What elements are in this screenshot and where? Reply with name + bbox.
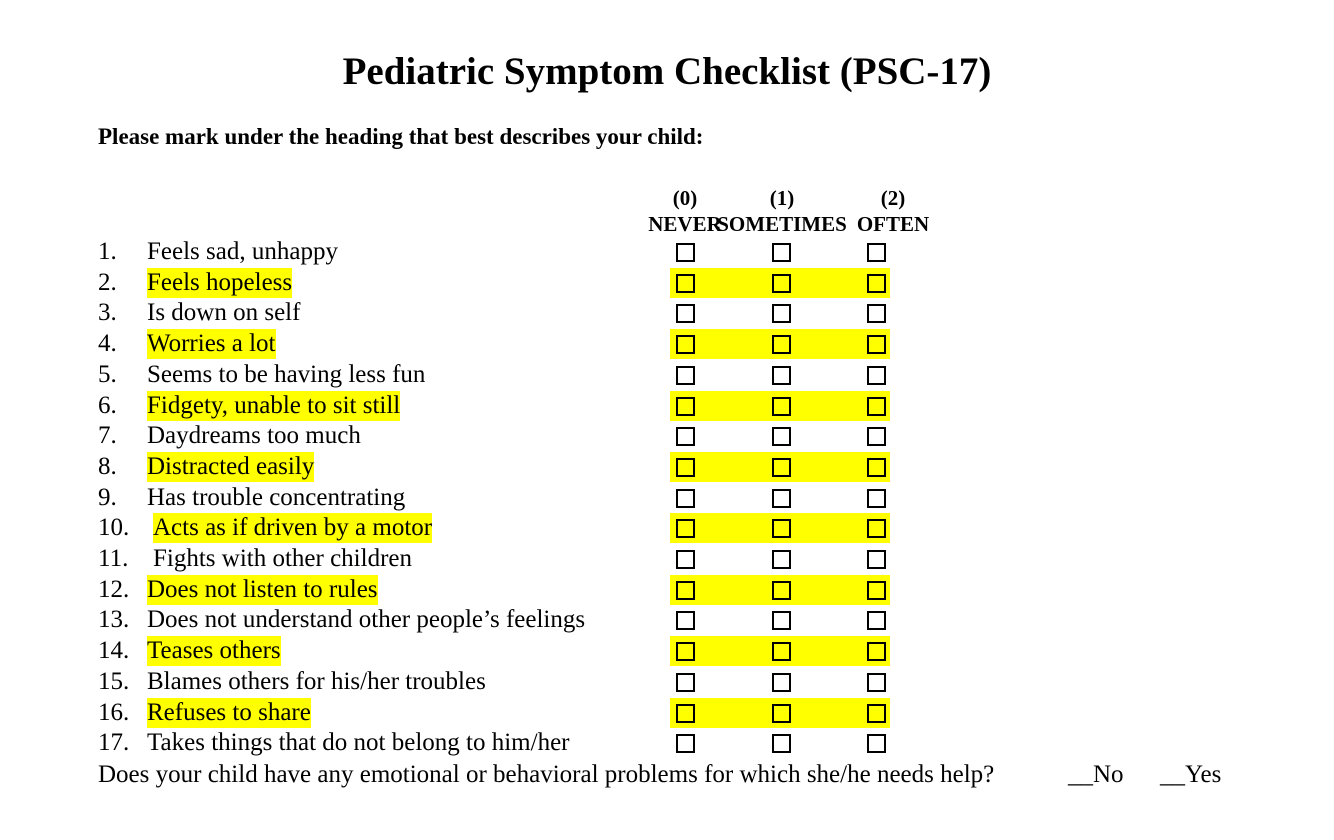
checkbox-never[interactable] [676,274,695,293]
table-row [0,698,1334,728]
help-question: Does your child have any emotional or behavioral problems for which she/he needs help? [98,761,995,788]
item-text: Teases others [147,637,281,665]
item-number: 4. [98,330,117,358]
checkbox-never[interactable] [676,550,695,569]
item-text: Blames others for his/her troubles [147,667,486,695]
column-label: NEVER [648,212,722,236]
checkbox-never[interactable] [676,427,695,446]
item-text: Refuses to share [147,698,311,726]
table-row [0,329,1334,359]
checkbox-sometimes[interactable] [772,458,791,477]
column-code: (2) [880,186,906,210]
column-label: OFTEN [856,212,930,236]
checkbox-sometimes[interactable] [772,642,791,661]
checkbox-never[interactable] [676,397,695,416]
column-header-often [846,185,940,237]
checkbox-sometimes[interactable] [772,519,791,538]
checkbox-sometimes[interactable] [772,335,791,354]
item-text: Fidgety, unable to sit still [147,391,401,419]
item-number: 9. [98,483,117,511]
item-number: 3. [98,299,117,327]
item-number: 16. [98,698,130,726]
answer-yes[interactable]: __Yes [1160,761,1222,788]
checkbox-often[interactable] [867,304,886,323]
table-row [0,391,1334,421]
checkbox-never[interactable] [676,734,695,753]
item-text: Acts as if driven by a motor [153,514,433,542]
item-number: 17. [98,729,130,757]
item-number: 13. [98,606,130,634]
checkbox-never[interactable] [676,581,695,600]
column-label: SOMETIMES [717,212,847,236]
form-title: Pediatric Symptom Checklist (PSC-17) [342,50,992,93]
column-header-sometimes [706,185,858,237]
checkbox-sometimes[interactable] [772,427,791,446]
checkbox-never[interactable] [676,519,695,538]
checkbox-sometimes[interactable] [772,397,791,416]
checkbox-often[interactable] [867,274,886,293]
checkbox-often[interactable] [867,519,886,538]
item-text: Distracted easily [147,452,315,480]
checkbox-sometimes[interactable] [772,673,791,692]
checkbox-often[interactable] [867,673,886,692]
table-row [0,360,1334,390]
item-number: 5. [98,360,117,388]
table-row [0,483,1334,513]
checkbox-often[interactable] [867,427,886,446]
item-number: 6. [98,391,117,419]
item-number: 12. [98,575,130,603]
checkbox-never[interactable] [676,489,695,508]
checkbox-often[interactable] [867,704,886,723]
checkbox-often[interactable] [867,458,886,477]
item-number: 14. [98,637,130,665]
table-row [0,728,1334,758]
instructions: Please mark under the heading that best describes your child: [98,124,704,149]
item-text: Feels hopeless [147,268,293,296]
item-text: Fights with other children [153,545,412,572]
checkbox-often[interactable] [867,734,886,753]
column-code: (1) [769,186,795,210]
table-row [0,298,1334,328]
table-row [0,667,1334,697]
checkbox-sometimes[interactable] [772,581,791,600]
checkbox-often[interactable] [867,366,886,385]
item-text: Feels sad, unhappy [147,238,338,265]
item-number: 7. [98,422,117,450]
item-number: 1. [98,238,117,265]
item-text: Is down on self [147,299,301,327]
item-text: Worries a lot [147,330,276,358]
item-number: 8. [98,452,117,480]
checkbox-sometimes[interactable] [772,304,791,323]
checkbox-often[interactable] [867,642,886,661]
checkbox-often[interactable] [867,550,886,569]
checkbox-never[interactable] [676,243,695,262]
checkbox-sometimes[interactable] [772,550,791,569]
checkbox-often[interactable] [867,397,886,416]
answer-no[interactable]: __No [1068,761,1124,788]
checkbox-sometimes[interactable] [772,366,791,385]
table-row [0,605,1334,635]
checkbox-never[interactable] [676,611,695,630]
checkbox-sometimes[interactable] [772,274,791,293]
checkbox-often[interactable] [867,489,886,508]
checkbox-never[interactable] [676,335,695,354]
checkbox-often[interactable] [867,335,886,354]
column-code: (0) [672,186,698,210]
table-row [0,544,1334,574]
table-row [0,636,1334,666]
checkbox-sometimes[interactable] [772,704,791,723]
table-row [0,268,1334,298]
table-row [0,575,1334,605]
checkbox-sometimes[interactable] [772,489,791,508]
item-number: 10. [98,514,130,542]
checkbox-sometimes[interactable] [772,734,791,753]
item-text: Seems to be having less fun [147,360,426,388]
checkbox-never[interactable] [676,642,695,661]
checkbox-often[interactable] [867,581,886,600]
table-row [0,513,1334,543]
checkbox-often[interactable] [867,611,886,630]
item-text: Has trouble concentrating [147,483,406,511]
checkbox-sometimes[interactable] [772,243,791,262]
table-row [0,421,1334,451]
checkbox-never[interactable] [676,704,695,723]
checkbox-never[interactable] [676,458,695,477]
item-number: 15. [98,667,130,695]
item-text: Takes things that do not belong to him/her [147,729,570,757]
item-number: 2. [98,268,117,296]
checkbox-sometimes[interactable] [772,611,791,630]
item-text: Daydreams too much [147,422,361,450]
item-text: Does not understand other people’s feelings [147,606,586,634]
item-text: Does not listen to rules [147,575,378,603]
checkbox-often[interactable] [867,243,886,262]
checkbox-never[interactable] [676,673,695,692]
item-number: 11. [98,545,129,572]
table-row [0,237,1334,267]
checkbox-never[interactable] [676,366,695,385]
checkbox-never[interactable] [676,304,695,323]
table-row [0,452,1334,482]
